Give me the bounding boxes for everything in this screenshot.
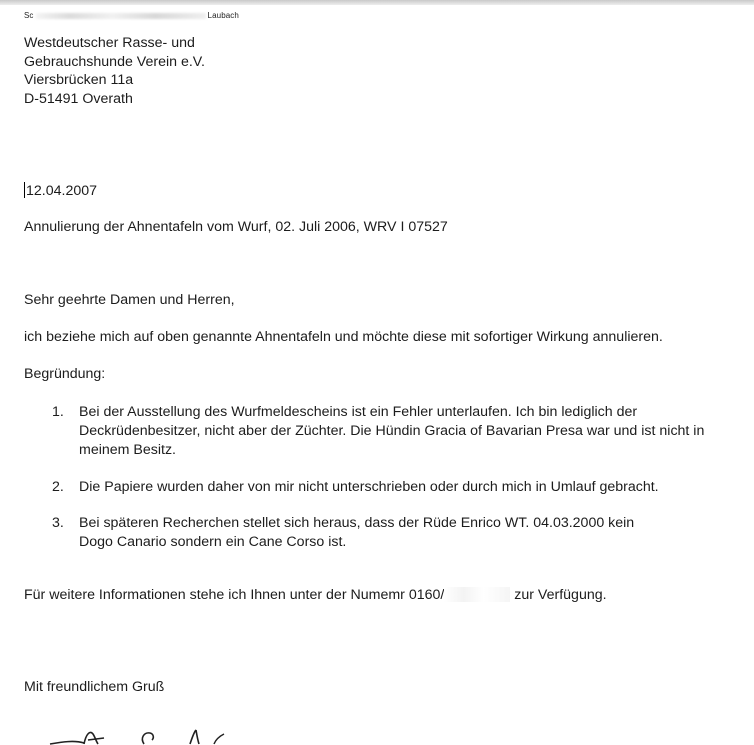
reason-line: Die Papiere wurden daher von mir nicht unterschrieben oder durch mich in Umlauf gebracht.	[79, 479, 659, 495]
handwritten-signature	[40, 728, 240, 745]
letter-subject: Annulierung der Ahnentafeln vom Wurf, 02. Juli 2006, WRV I 07527	[24, 219, 448, 235]
reason-number: 1.	[52, 404, 64, 420]
reason-line: Dogo Canario sondern ein Cane Corso ist.	[79, 534, 347, 550]
reason-number: 2.	[52, 479, 64, 495]
sender-address-end: Laubach	[207, 11, 239, 20]
redacted-phone-number	[444, 587, 510, 602]
contact-info	[24, 587, 607, 603]
sender-return-address	[24, 11, 239, 20]
sender-address-start: Sc	[24, 11, 34, 20]
recipient-line: Westdeutscher Rasse- und	[24, 35, 195, 51]
reason-item	[52, 514, 754, 552]
letter-closing: Mit freundlichem Gruß	[24, 679, 165, 695]
letter-intro: ich beziehe mich auf oben genannte Ahnentafeln und möchte diese mit sofortiger Wirkung annulieren.	[24, 329, 663, 345]
reason-list	[52, 403, 754, 552]
reason-item	[52, 478, 754, 497]
reason-line: Deckrüdenbesitzer, nicht aber der Züchter. Die Hündin Gracia of Bavarian Presa war und ist nicht in	[79, 423, 705, 439]
reason-heading: Begründung:	[24, 366, 106, 382]
contact-info-text: Für weitere Informationen stehe ich Ihnen unter der Numemr 0160/	[24, 587, 445, 603]
window-top-edge	[0, 0, 754, 5]
recipient-address	[24, 34, 205, 108]
recipient-line: Viersbrücken 11a	[24, 72, 134, 88]
reason-item	[52, 403, 754, 460]
reason-line: meinem Besitz.	[79, 442, 176, 458]
recipient-line: D-51491 Overath	[24, 90, 133, 107]
reason-line: Bei späteren Recherchen stellet sich heraus, dass der Rüde Enrico WT. 04.03.2000 kein	[79, 515, 635, 531]
letter-date[interactable]	[24, 182, 97, 199]
text-cursor	[24, 182, 25, 198]
letter-salutation: Sehr geehrte Damen und Herren,	[24, 292, 235, 308]
contact-info-end: zur Verfügung.	[514, 587, 607, 603]
date-text: 12.04.2007	[26, 183, 98, 199]
redacted-sender-address	[36, 13, 206, 19]
recipient-line: Gebrauchshunde Verein e.V.	[24, 53, 205, 70]
reason-number: 3.	[52, 515, 64, 531]
reason-line: Bei der Ausstellung des Wurfmeldescheins ist ein Fehler unterlaufen. Ich bin lediglich der	[79, 404, 638, 420]
